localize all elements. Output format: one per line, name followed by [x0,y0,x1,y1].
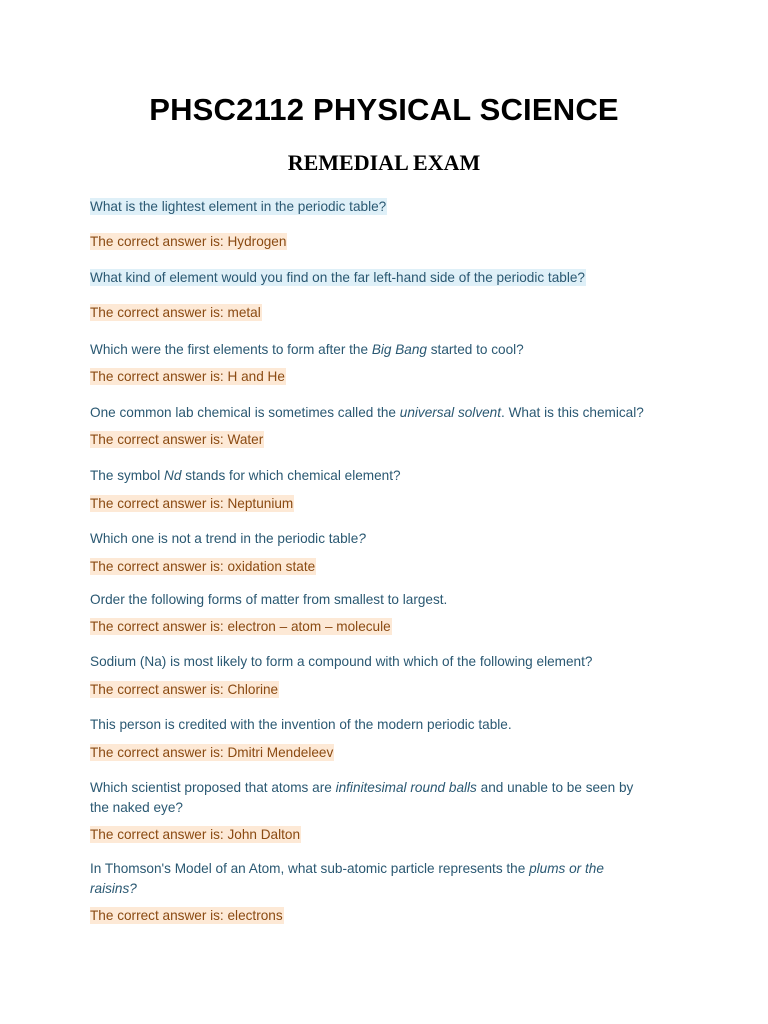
answer-text: The correct answer is: Hydrogen [90,234,287,249]
question-text: started to cool? [426,342,524,357]
question-2 [90,268,586,288]
question-text: and unable to be seen by [476,780,634,795]
page-title: PHSC2112 PHYSICAL SCIENCE [149,92,619,127]
answer-text: The correct answer is: Neptunium [90,496,294,511]
answer-10 [90,825,301,845]
page-subtitle: REMEDIAL EXAM [287,150,481,175]
answer-text: The correct answer is: electrons [90,908,283,923]
answer-8 [90,680,279,700]
answer-text: The correct answer is: electron – atom – molecule [90,619,391,634]
answer-1 [90,232,287,252]
question-7 [90,590,447,610]
answer-11 [90,906,284,926]
question-italic: Big Bang [371,342,427,357]
question-text: What kind of element would you find on the far left-hand side of the periodic table? [90,270,585,285]
question-text: The symbol [90,468,165,483]
answer-4 [90,430,264,450]
answer-text: The correct answer is: Chlorine [90,682,279,697]
question-italic: universal solvent [399,405,502,420]
question-text: Which one is not a trend in the periodic table [90,531,359,546]
question-5 [90,466,401,486]
question-10-line-2 [90,798,183,818]
answer-5 [90,494,294,514]
answer-2 [90,303,262,323]
answer-text: The correct answer is: John Dalton [90,827,301,842]
question-text: stands for which chemical element? [181,468,401,483]
question-text: Order the following forms of matter from smallest to largest. [90,592,448,607]
question-10 [90,778,633,798]
answer-text: The correct answer is: Dmitri Mendeleev [90,745,334,760]
question-italic: ? [358,531,366,546]
answer-text: The correct answer is: oxidation state [90,559,316,574]
answer-3 [90,367,286,387]
question-4 [90,403,644,423]
question-text: This person is credited with the invention of the modern periodic table. [90,717,512,732]
question-9 [90,715,512,735]
question-1 [90,197,387,217]
question-italic: Nd [164,468,182,483]
answer-text: The correct answer is: H and He [90,369,285,384]
answer-6 [90,557,316,577]
question-6 [90,529,366,549]
question-italic: infinitesimal round balls [335,780,477,795]
question-text: the naked eye? [90,800,183,815]
question-italic: plums or the [529,861,604,876]
question-text: . What is this chemical? [501,405,644,420]
question-11 [90,859,604,879]
question-italic: raisins? [90,881,137,896]
question-text: Sodium (Na) is most likely to form a compound with which of the following element? [90,654,593,669]
question-text: Which were the first elements to form after the [90,342,372,357]
question-11-line-2 [90,879,137,899]
question-3 [90,340,524,360]
answer-7 [90,617,392,637]
answer-9 [90,743,334,763]
question-text: In Thomson's Model of an Atom, what sub-atomic particle represents the [90,861,530,876]
answer-text: The correct answer is: Water [90,432,264,447]
answer-text: The correct answer is: metal [90,305,261,320]
question-text: What is the lightest element in the periodic table? [90,199,387,214]
question-8 [90,652,592,672]
question-text: One common lab chemical is sometimes called the [90,405,400,420]
question-text: Which scientist proposed that atoms are [90,780,336,795]
